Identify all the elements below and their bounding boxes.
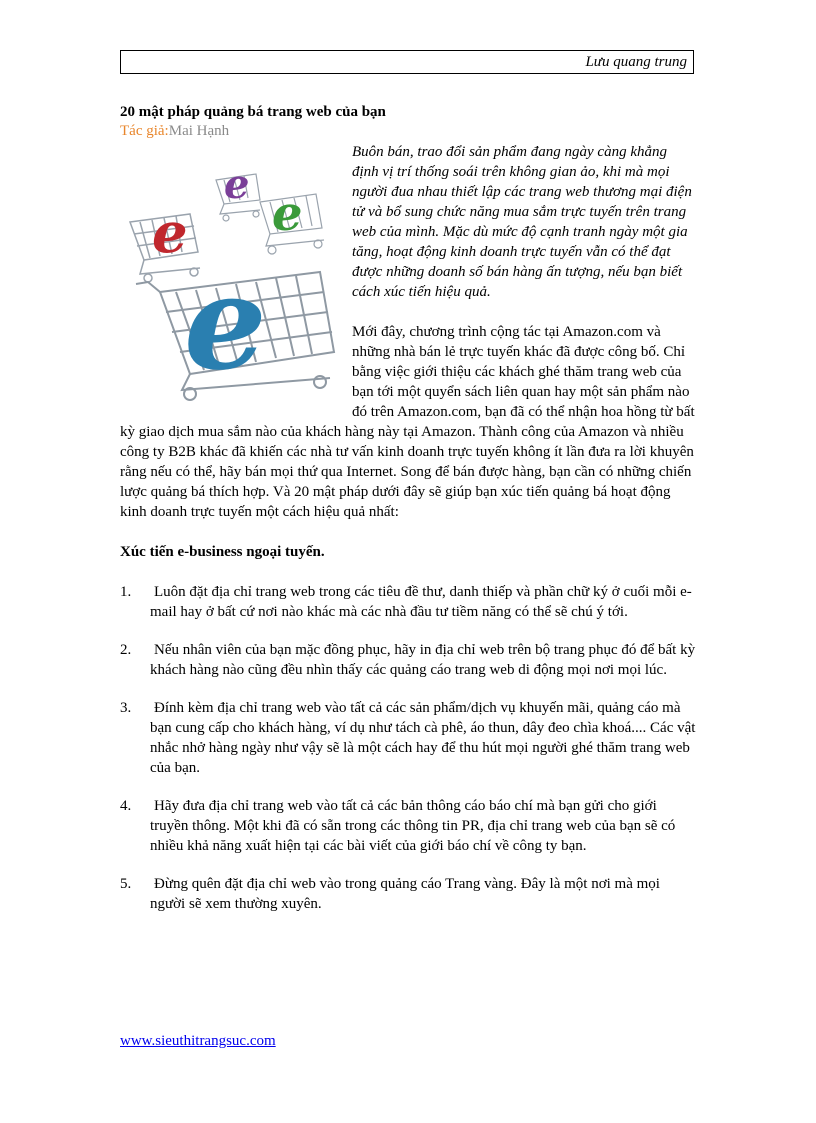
section-heading: Xúc tiến e-business ngoại tuyến.: [120, 544, 325, 560]
list-item-number: 2.: [120, 642, 132, 658]
list-item-number: 4.: [120, 798, 132, 814]
header-author: Lưu quang trung: [585, 54, 687, 70]
svg-text:e: e: [224, 161, 250, 208]
shopping-cart-icon: [120, 142, 346, 402]
list-item-text: Đính kèm địa chỉ trang web vào tất cả các sản phẩm/dịch vụ khuyến mãi, quảng cáo mà bạn cung cấp cho khách hàng, ví dụ như tách cà phê, áo thun, dây đeo chìa khoá.... Các vật nhắc nhở hàng ngày như vậy sẽ là một cách hay để thu hút mọi người ghé thăm trang web của bạn.: [150, 700, 696, 776]
body-paragraph: Mới đây, chương trình cộng tác tại Amazon.com và những nhà bán lẻ trực tuyến khác đã được công bố. Chỉ bằng việc giới thiệu các khách ghé thăm trang web của bạn tới một quyển sách liên quan hay một sản phẩm nào đó trên Amazon.com, bạn đã có thể nhận hoa hồng từ bất kỳ giao dịch mua sắm nào của khách hàng này tại Amazon. Thành công của Amazon và nhiều công ty B2B khác đã khiến các nhà tư vấn kinh doanh trực tuyến không ít lần đưa ra lời khuyên rằng nếu có thể, hãy bán mọi thứ qua Internet. Song để bán được hàng, bạn cần có những chiến lược quảng bá thích hợp. Và 20 mật pháp dưới đây sẽ giúp bạn xúc tiến quảng bá hoạt động kinh doanh trực tuyến một cách hiệu quả nhất:: [120, 324, 695, 520]
list-item-number: 3.: [120, 700, 132, 716]
list-item: [120, 640, 696, 680]
header-box: [120, 50, 694, 74]
list-item-number: 1.: [120, 584, 132, 600]
list-item-number: 5.: [120, 876, 132, 892]
list-item: [120, 796, 696, 856]
svg-text:e: e: [272, 186, 303, 242]
list-item: [120, 698, 696, 778]
list-item-text: Luôn đặt địa chỉ trang web trong các tiêu đề thư, danh thiếp và phần chữ ký ở cuối mỗi e-mail hay ở bất cứ nơi nào khác mà các nhà đầu tư tiềm năng có thể sẽ chú ý tới.: [150, 584, 692, 620]
article-title: 20 mật pháp quảng bá trang web của bạn: [120, 104, 386, 120]
tips-list: [120, 582, 696, 914]
ecommerce-carts-illustration: [120, 142, 346, 402]
svg-text:e: e: [184, 246, 267, 399]
author-name: Mai Hạnh: [168, 123, 230, 139]
list-item-text: Nếu nhân viên của bạn mặc đồng phục, hãy in địa chỉ web trên bộ trang phục đó để bất kỳ khách hàng nào cũng đều nhìn thấy các quảng cáo trang web di động mọi nơi mọi lúc.: [150, 642, 696, 678]
intro-paragraph: Buôn bán, trao đổi sản phẩm đang ngày càng khẳng định vị trí thống soái trên không gian ảo, khi mà mọi người đua nhau thiết lập các trang web thương mại điện tử và bổ sung chức năng mua sắm trực tuyến trên trang web của mình. Mặc dù mức độ cạnh tranh ngày một gia tăng, hoạt động kinh doanh trực tuyến vẫn có thể đạt được những doanh số bán hàng ấn tượng, nếu bạn biết cách xúc tiến hiệu quả.: [352, 144, 692, 300]
list-item: [120, 874, 696, 914]
list-item-text: Đừng quên đặt địa chỉ web vào trong quảng cáo Trang vàng. Đây là một nơi mà mọi người sẽ xem thường xuyên.: [150, 876, 660, 912]
list-item: [120, 582, 696, 622]
footer-website-link[interactable]: www.sieuthitrangsuc.com: [120, 1033, 276, 1049]
list-item-text: Hãy đưa địa chỉ trang web vào tất cả các bản thông cáo báo chí mà bạn gửi cho giới truyền thông. Một khi đã có sẵn trong các thông tin PR, địa chỉ trang web của bạn sẽ có nhiều khả năng xuất hiện tại các bài viết của giới báo chí về công ty bạn.: [150, 798, 676, 854]
author-line: [120, 122, 696, 140]
article: [120, 102, 696, 932]
author-label: Tác giả:: [120, 123, 169, 139]
svg-text:e: e: [152, 200, 188, 266]
